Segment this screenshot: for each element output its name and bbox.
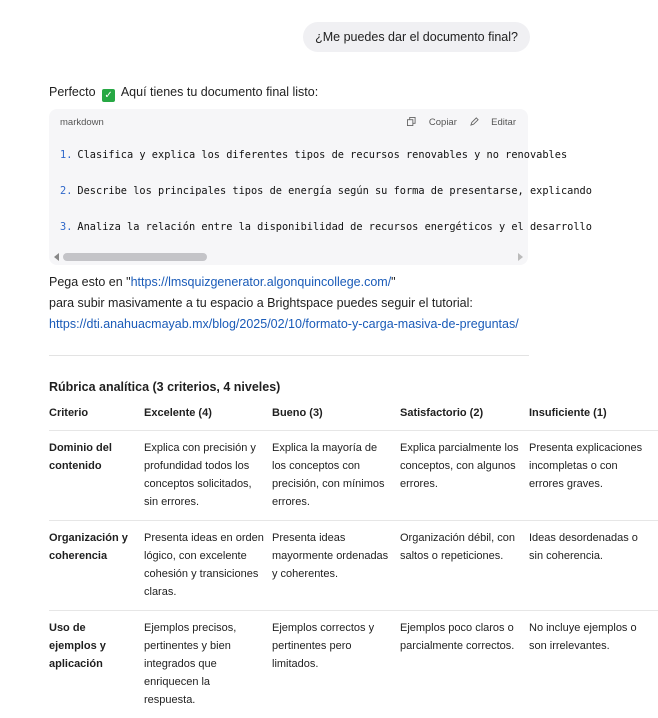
table-header-row [49, 402, 658, 431]
code-line-text: Analiza la relación entre la disponibilidad de recursos energéticos y el desarrollo [77, 221, 592, 233]
criterion-cell: Uso de ejemplos y aplicación [49, 611, 144, 718]
column-header: Satisfactorio (2) [400, 402, 529, 431]
intro-text-end: Aquí tienes tu documento final listo: [121, 85, 318, 99]
table-cell: Explica con precisión y profundidad todos los conceptos solicitados, sin errores. [144, 431, 272, 521]
code-block [49, 109, 528, 265]
criterion-cell: Dominio del contenido [49, 431, 144, 521]
scroll-right-arrow-icon[interactable] [518, 253, 523, 261]
code-language-label: markdown [60, 117, 104, 128]
table-row [49, 431, 658, 521]
paste-prefix: Pega esto en " [49, 275, 131, 289]
intro-text-start: Perfecto [49, 85, 96, 99]
code-line [60, 185, 592, 197]
copy-button[interactable] [407, 117, 459, 128]
code-line [60, 221, 592, 233]
table-cell: Presenta ideas mayormente ordenadas y coherentes. [272, 521, 400, 611]
horizontal-scrollbar-thumb[interactable] [63, 253, 207, 261]
table-cell: No incluye ejemplos o son irrelevantes. [529, 611, 658, 718]
paste-suffix: " [391, 275, 395, 289]
rubric-title: Rúbrica analítica (3 criterios, 4 niveles) [49, 380, 280, 394]
table-cell: Explica la mayoría de los conceptos con precisión, con mínimos errores. [272, 431, 400, 521]
pencil-icon [470, 117, 479, 126]
assistant-intro [49, 85, 318, 102]
code-line-text: Describe los principales tipos de energía según su forma de presentarse, explicando [77, 185, 592, 197]
table-cell: Ideas desordenadas o sin coherencia. [529, 521, 658, 611]
code-line-number: 3. [60, 221, 72, 233]
check-mark-icon: ✓ [102, 89, 115, 102]
quiz-generator-link[interactable]: https://lmsquizgenerator.algonquincollege.com/ [131, 275, 392, 289]
column-header: Bueno (3) [272, 402, 400, 431]
code-line-number: 2. [60, 185, 72, 197]
code-line-text: Clasifica y explica los diferentes tipos de recursos renovables y no renovables [77, 149, 567, 161]
code-line-number: 1. [60, 149, 72, 161]
table-cell: Ejemplos correctos y pertinentes pero limitados. [272, 611, 400, 718]
table-cell: Organización débil, con saltos o repeticiones. [400, 521, 529, 611]
edit-button[interactable] [470, 117, 516, 128]
criterion-cell: Organización y coherencia [49, 521, 144, 611]
code-actions [397, 117, 516, 128]
edit-label: Editar [491, 117, 516, 128]
column-header: Criterio [49, 402, 144, 431]
section-divider [49, 355, 529, 356]
table-cell: Presenta explicaciones incompletas o con errores graves. [529, 431, 658, 521]
copy-label: Copiar [429, 117, 457, 128]
code-line [60, 149, 567, 161]
scroll-left-arrow-icon[interactable] [54, 253, 59, 261]
table-cell: Ejemplos precisos, pertinentes y bien integrados que enriquecen la respuesta. [144, 611, 272, 718]
paste-instruction [49, 275, 396, 289]
column-header: Excelente (4) [144, 402, 272, 431]
table-row [49, 611, 658, 718]
table-cell: Explica parcialmente los conceptos, con algunos errores. [400, 431, 529, 521]
upload-instruction: para subir masivamente a tu espacio a Brightspace puedes seguir el tutorial: [49, 296, 473, 310]
column-header: Insuficiente (1) [529, 402, 658, 431]
table-cell: Presenta ideas en orden lógico, con excelente cohesión y transiciones claras. [144, 521, 272, 611]
table-cell: Ejemplos poco claros o parcialmente correctos. [400, 611, 529, 718]
table-row [49, 521, 658, 611]
rubric-table [49, 402, 658, 718]
tutorial-link[interactable]: https://dti.anahuacmayab.mx/blog/2025/02/10/formato-y-carga-masiva-de-preguntas/ [49, 317, 519, 331]
user-message-bubble: ¿Me puedes dar el documento final? [303, 22, 530, 52]
copy-icon [407, 117, 416, 126]
